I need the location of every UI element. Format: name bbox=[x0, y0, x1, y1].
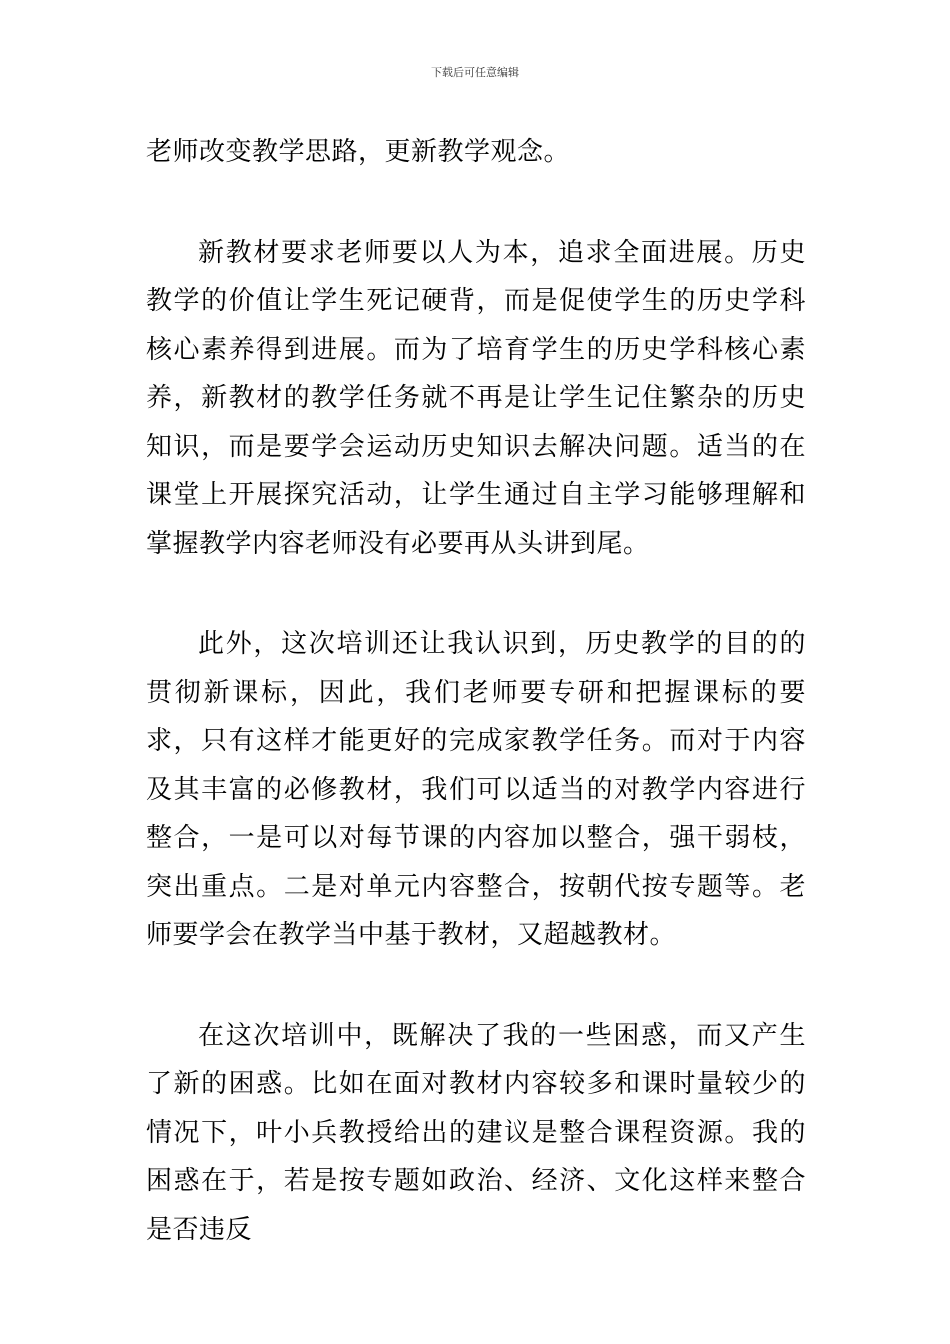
paragraph-3: 此外，这次培训还让我认识到，历史教学的目的的贯彻新课标，因此，我们老师要专研和把握课标的要求，只有这样才能更好的完成家教学任务。而对于内容及其丰富的必修教材，我们可以适当的对教学内容进行整合，一是可以对每节课的内容加以整合，强干弱枝，突出重点。二是对单元内容整合，按朝代按专题等。老师要学会在教学当中基于教材，又超越教材。 bbox=[146, 629, 806, 950]
paragraph-1: 老师改变教学思路，更新教学观念。 bbox=[146, 137, 571, 167]
page-header-note: 下载后可任意编辑 bbox=[431, 66, 519, 79]
paragraph-2: 新教材要求老师要以人为本，追求全面进展。历史教学的价值让学生死记硬背，而是促使学生的历史学科核心素养得到进展。而为了培育学生的历史学科核心素养，新教材的教学任务就不再是让学生记住繁杂的历史知识，而是要学会运动历史知识去解决问题。适当的在课堂上开展探究活动，让学生通过自主学习能够理解和掌握教学内容老师没有必要再从头讲到尾。 bbox=[146, 237, 806, 559]
paragraph-4: 在这次培训中，既解决了我的一些困惑，而又产生了新的困惑。比如在面对教材内容较多和课时量较少的情况下，叶小兵教授给出的建议是整合课程资源。我的困惑在于，若是按专题如政治、经济、文化这样来整合是否违反 bbox=[146, 1020, 806, 1245]
document-body bbox=[146, 128, 806, 1254]
